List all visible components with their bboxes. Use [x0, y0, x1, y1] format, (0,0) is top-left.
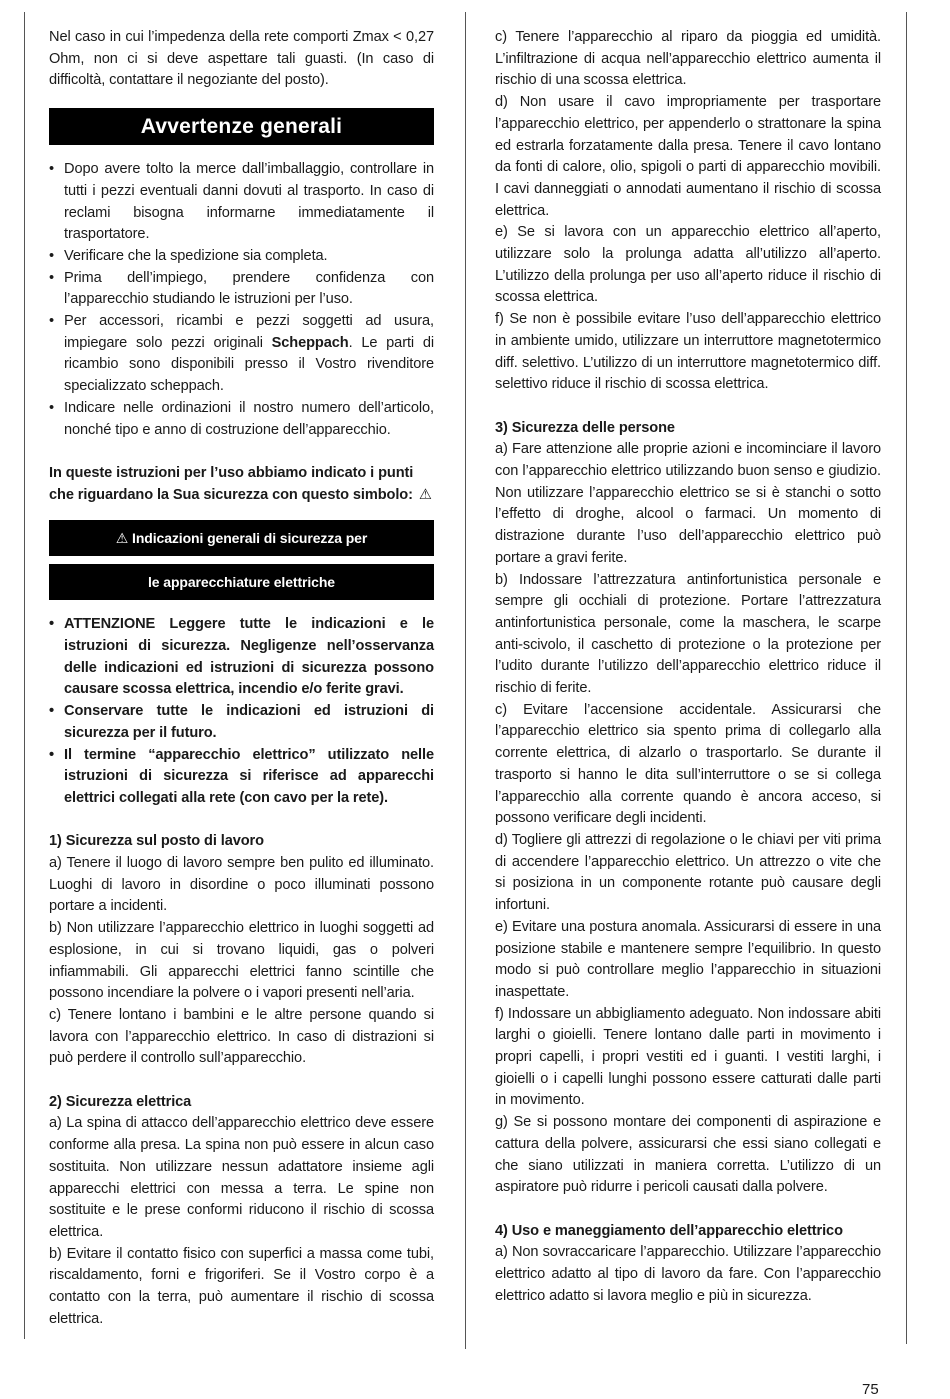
- paragraph: a) La spina di attacco dell’apparecchio elettrico deve essere conforme alla presa. La spina non può essere in alcun caso sostituita. Non utilizzare nessun adattatore insieme agli apparecchi elettrici con messa a terra. Le spine non sostituite e le prese conformi riducono il rischio di scossa elettrica.: [49, 1115, 434, 1240]
- paragraph: f) Se non è possibile evitare l’uso dell’apparecchio elettrico in ambiente umido, utilizzare un interruttore magnetotermico diff. selettivo. L’utilizzo di un interruttore magnetotermico diff. selettivo riduce il rischio di scossa elettrica.: [495, 311, 881, 393]
- list-item: • Conservare tutte le indicazioni ed istruzioni di sicurezza per il futuro.: [49, 701, 434, 744]
- list-item: • ATTENZIONE Leggere tutte le indicazioni e le istruzioni di sicurezza. Negligenze nell’osservanza delle indicazioni ed istruzioni di sicurezza possono causare scossa elettrica, incendio e/o ferite gravi.: [49, 614, 434, 701]
- paragraph: e) Evitare una postura anomala. Assicurarsi di essere in una posizione stabile e mantenere sempre l’equilibrio. In questo modo si può controllare meglio l’apparecchio in situazioni inaspettate.: [495, 918, 881, 1000]
- paragraph: b) Non utilizzare l’apparecchio elettrico in luoghi soggetti ad esplosione, in cui si trovano liquidi, gas o polveri infiammabili. Gli apparecchi elettrici fanno scintille che possono incendiare la polvere o i vapori presenti nell’aria.: [49, 920, 434, 1002]
- paragraph: b) Indossare l’attrezzatura antinfortunistica personale e sempre gli occhiali di protezione. Portare l’attrezzatura antinfortunistica personale, come la maschera, le scarpe anti-scivolo, il caschetto di protezione o la protezione per l’udito durante l’utilizzo dell’apparecchio elettrico riduce il rischio di ferite.: [495, 571, 881, 697]
- paragraph: c) Tenere lontano i bambini e le altre persone quando si lavora con l’apparecchio elettrico. In caso di distrazioni si può perdere il controllo sull’apparecchio.: [49, 1006, 434, 1067]
- paragraph: e) Se si lavora con un apparecchio elettrico all’aperto, utilizzare solo la prolunga adatta all’utilizzo all’aperto. L’utilizzo della prolunga per uso all’aperto riduce il rischio di scossa elettrica.: [495, 224, 881, 306]
- spacer: [49, 600, 434, 614]
- center-column-rule: [465, 12, 466, 1349]
- general-warnings-list: [49, 159, 434, 441]
- section3-heading: 3) Sicurezza delle persone: [495, 419, 675, 436]
- list-item: • Il termine “apparecchio elettrico” utilizzato nelle istruzioni di sicurezza si riferisce ad apparecchi elettrici collegati alla rete (con cavo per la rete).: [49, 745, 434, 810]
- safety-banner-line1: ⚠ Indicazioni generali di sicurezza per: [49, 520, 434, 556]
- paragraph: d) Togliere gli attrezzi di regolazione o le chiavi per viti prima di accendere l’apparecchio elettrico. Un attrezzo o vite che si posiziona in un componente rotante può causare degli infortuni.: [495, 832, 881, 914]
- paragraph: a) Non sovraccaricare l’apparecchio. Utilizzare l’apparecchio elettrico adatto al tipo di lavoro da fare. Con l’apparecchio elettrico adatto si lavora meglio e più in sicurezza.: [495, 1244, 881, 1304]
- right-column: [495, 27, 881, 1307]
- spacer: [49, 556, 434, 564]
- safety-banner-line2: le apparecchiature elettriche: [49, 564, 434, 600]
- brand-name: Scheppach: [271, 334, 349, 351]
- symbol-note-text: In queste istruzioni per l’uso abbiamo indicato i punti che riguardano la Sua sicurezza con questo simbolo:: [49, 464, 414, 503]
- paragraph: c) Evitare l’accensione accidentale. Assicurarsi che l’apparecchio elettrico sia spento prima di collegarlo alla corrente elettrica, di alzarlo o trasportarlo. Se durante il trasporto si hanno le dita sull’interruttore o se si collega l’apparecchio alla corrente quando è ancora acceso, si possono verificare degli incidenti.: [495, 701, 881, 827]
- paragraph: c) Tenere l’apparecchio al riparo da pioggia ed umidità. L’infiltrazione di acqua nell’apparecchio elettrico aumenta il rischio di una scossa elettrica.: [495, 29, 881, 89]
- list-item: • Dopo avere tolto la merce dall’imballaggio, controllare in tutti i pezzi eventuali danni dovuti al trasporto. In caso di reclami bisogna informarne immediatamente il trasportatore.: [49, 159, 434, 246]
- paragraph: g) Se si possono montare dei componenti di aspirazione e cattura della polvere, assicurarsi che essi siano collegati e che siano utilizzati in maniera corretta. L’utilizzo di un aspiratore può ridurre i pericoli causati dalla polvere.: [495, 1114, 881, 1196]
- spacer: [495, 1199, 881, 1221]
- warning-triangle-icon: ⚠: [418, 486, 432, 503]
- accessories-text-end: . Le parti di ricambio sono disponibili presso il Vostro rivenditore specializzato scheppach.: [64, 334, 434, 395]
- paragraph: f) Indossare un abbigliamento adeguato. Non indossare abiti larghi o gioielli. Tenere lontano dalle parti in movimento i propri capelli, i propri vestiti ed i guanti. I vestiti larghi, i gioielli o i capelli lunghi possono essere catturati dalle parti in movimento.: [495, 1005, 881, 1109]
- spacer: [49, 1070, 434, 1092]
- section4-heading: 4) Uso e maneggiamento dell’apparecchio elettrico: [495, 1222, 843, 1239]
- paragraph: a) Fare attenzione alle proprie azioni e incominciare il lavoro con l’apparecchio elettrico utilizzando buon senso e giudizio. Non utilizzare l’apparecchio elettrico se si è stanchi o sotto l’effetto di droghe, alcool o farmaci. Un momento di distrazione durante l’uso dell’apparecchio elettrico può portare a gravi ferite.: [495, 441, 881, 566]
- paragraph: b) Evitare il contatto fisico con superfici a massa come tubi, riscaldamento, forni e frigoriferi. Se il Vostro corpo è a contatto con la terra, può aumentare il rischio di scossa elettrica.: [49, 1245, 434, 1327]
- accessories-text: Per accessori, ricambi e pezzi soggetti ad usura, impiegare solo pezzi originali: [64, 313, 434, 351]
- list-item: • Prima dell’impiego, prendere confidenza con l’apparecchio studiando le istruzioni per l’uso.: [49, 268, 434, 311]
- spacer: [49, 441, 434, 463]
- left-margin-rule: [24, 12, 25, 1339]
- right-margin-rule: [906, 12, 907, 1344]
- intro-paragraph: Nel caso in cui l’impedenza della rete comporti Zmax < 0,27 Ohm, non ci si deve aspettare tali guasti. (In caso di difficoltà, contattare il negoziante del posto).: [49, 29, 434, 89]
- symbol-note: [49, 463, 434, 506]
- general-warnings-heading: Avvertenze generali: [49, 108, 434, 145]
- paragraph: d) Non usare il cavo impropriamente per trasportare l’apparecchio elettrico, per appenderlo o strattonare la spina ed estrarla forzatamente dalla presa. Tenere il cavo lontano da fonti di calore, olio, spigoli o parti di apparecchio movibili. I cavi danneggiati o annodati aumentano il rischio di scossa elettrica.: [495, 94, 881, 219]
- paragraph: a) Tenere il luogo di lavoro sempre ben pulito ed illuminato. Luoghi di lavoro in disordine o poco illuminati possono portare a incidenti.: [49, 855, 434, 915]
- section1-heading: 1) Sicurezza sul posto di lavoro: [49, 833, 264, 850]
- spacer: [49, 506, 434, 520]
- page-number: 75: [862, 1381, 879, 1398]
- spacer: [49, 810, 434, 832]
- safety-bullets: [49, 614, 434, 809]
- left-column: [49, 27, 434, 1331]
- list-item: • Verificare che la spedizione sia completa.: [49, 246, 434, 268]
- list-item: • Indicare nelle ordinazioni il nostro numero dell’articolo, nonché tipo e anno di costruzione dell’apparecchio.: [49, 398, 434, 441]
- section2-heading: 2) Sicurezza elettrica: [49, 1093, 192, 1110]
- list-item: [49, 311, 434, 398]
- spacer: [495, 396, 881, 418]
